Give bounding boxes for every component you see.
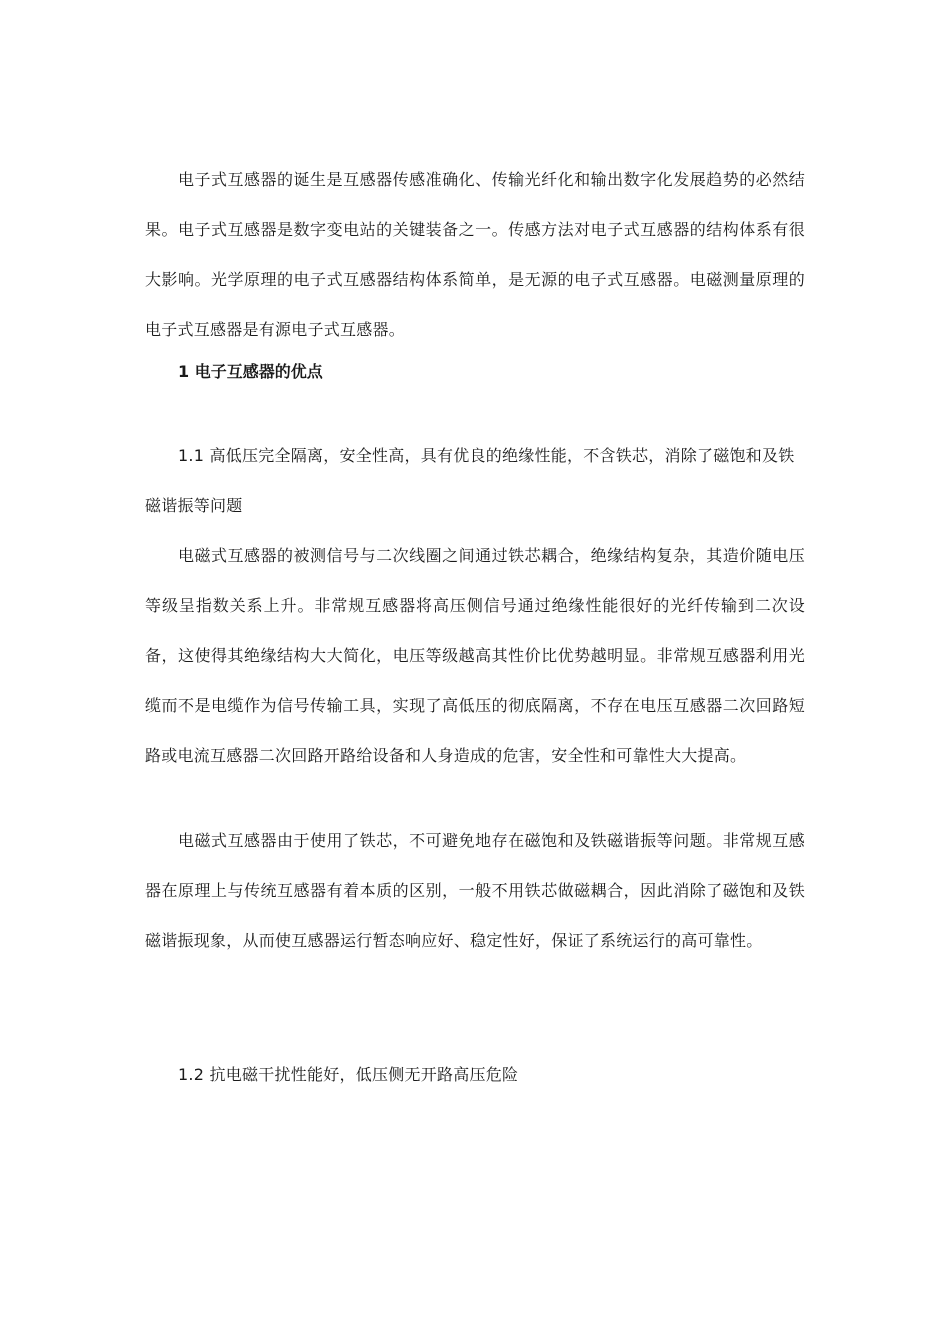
intro-paragraph: 电子式互感器的诞生是互感器传感准确化、传输光纤化和输出数字化发展趋势的必然结果。电子式互感器是数字变电站的关键装备之一。传感方法对电子式互感器的结构体系有很大影响。光学原理的电子式互感器结构体系简单，是无源的电子式互感器。电磁测量原理的电子式互感器是有源电子式互感器。 xyxy=(145,170,805,339)
section-1-1-heading: 1.1 高低压完全隔离，安全性高，具有优良的绝缘性能，不含铁芯，消除了磁饱和及铁磁谐振等问题 xyxy=(145,446,795,515)
section-1-1-paragraph-2: 电磁式互感器由于使用了铁芯，不可避免地存在磁饱和及铁磁谐振等问题。非常规互感器在原理上与传统互感器有着本质的区别，一般不用铁芯做磁耦合，因此消除了磁饱和及铁磁谐振现象，从而使互感器运行暂态响应好、稳定性好，保证了系统运行的高可靠性。 xyxy=(145,831,805,950)
section-1-1-paragraph-1: 电磁式互感器的被测信号与二次线圈之间通过铁芯耦合，绝缘结构复杂，其造价随电压等级呈指数关系上升。非常规互感器将高压侧信号通过绝缘性能很好的光纤传输到二次设备，这使得其绝缘结构大大简化，电压等级越高其性价比优势越明显。非常规互感器利用光缆而不是电缆作为信号传输工具，实现了高低压的彻底隔离，不存在电压互感器二次回路短路或电流互感器二次回路开路给设备和人身造成的危害，安全性和可靠性大大提高。 xyxy=(145,546,805,765)
section-1-2-heading: 1.2 抗电磁干扰性能好，低压侧无开路高压危险 xyxy=(178,1065,519,1084)
section-1-heading: 1 电子互感器的优点 xyxy=(178,362,323,381)
